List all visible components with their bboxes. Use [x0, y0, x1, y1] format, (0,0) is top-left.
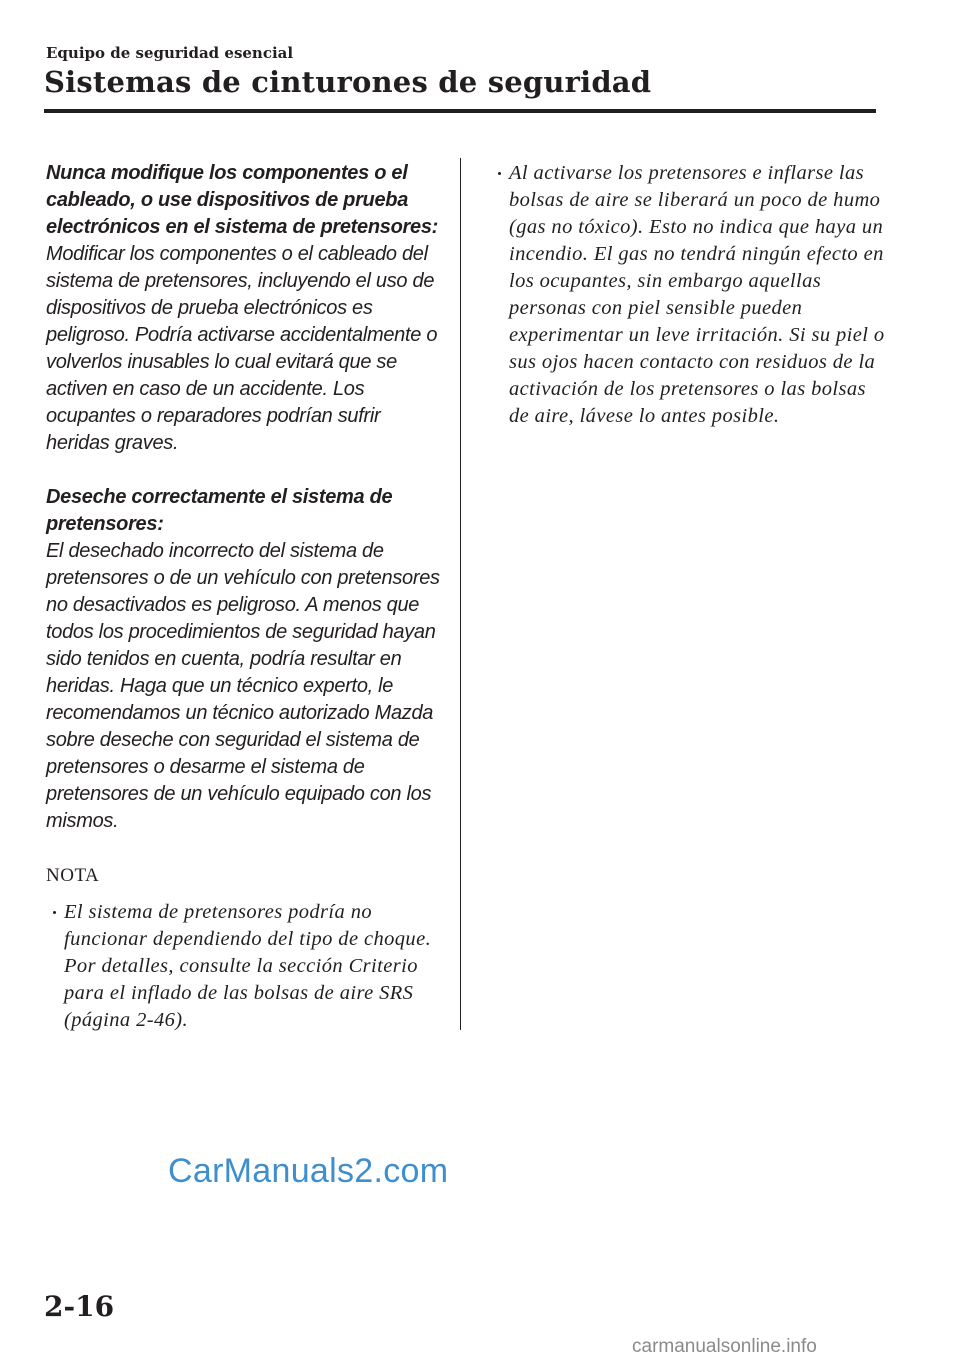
- warning-heading: Nunca modifique los componentes o el cableado, o use dispositivos de prueba electrónicos en el sistema de pretensores:: [46, 162, 439, 238]
- warning-body: Modificar los componentes o el cableado del sistema de pretensores, incluyendo el uso de dispositivos de prueba electrónicos es peligroso. Podría activarse accidentalmente o volverlos inusables lo cual evitará que se activen en caso de un accidente. Los ocupantes o reparadores podrían sufrir heridas graves.: [46, 243, 438, 454]
- warning-block: [46, 484, 446, 835]
- warning-block: [46, 160, 446, 457]
- warning-heading: Deseche correctamente el sistema de pretensores:: [46, 486, 393, 535]
- warning-body: El desechado incorrecto del sistema de pretensores o de un vehículo con pretensores no desactivados es peligroso. A menos que todos los procedimientos de seguridad hayan sido tenidos en cuenta, podría resultar en heridas. Haga que un técnico experto, le recomendamos un técnico autorizado Mazda sobre deseche con seguridad el sistema de pretensores o desarme el sistema de pretensores de un vehículo equipado con los mismos.: [46, 540, 440, 832]
- section-label: Equipo de seguridad esencial: [46, 44, 294, 62]
- right-column: [496, 160, 886, 430]
- page-number: 2-16: [44, 1290, 115, 1323]
- note-bullet: Al activarse los pretensores e inflarse las bolsas de aire se liberará un poco de humo (gas no tóxico). Esto no indica que haya un incendio. El gas no tendrá ningún efecto en los ocupantes, sin embargo aquellas personas con piel sensible pueden experimentar un leve irritación. Si su piel o sus ojos hacen contacto con residuos de la activación de los pretensores o las bolsas de aire, lávese lo antes posible.: [496, 160, 886, 430]
- note-heading: NOTA: [46, 865, 100, 886]
- column-divider: [460, 158, 461, 1030]
- note-bullet: El sistema de pretensores podría no funcionar dependiendo del tipo de choque. Por detalles, consulte la sección Criterio para el inflado de las bolsas de aire SRS (página 2-46).: [46, 899, 446, 1034]
- footer-watermark: carmanualsonline.info: [632, 1336, 817, 1357]
- title-rule: [44, 109, 876, 113]
- left-column: [46, 160, 446, 1034]
- watermark-logo: CarManuals2.com: [168, 1152, 449, 1190]
- page-title: Sistemas de cinturones de seguridad: [44, 65, 652, 99]
